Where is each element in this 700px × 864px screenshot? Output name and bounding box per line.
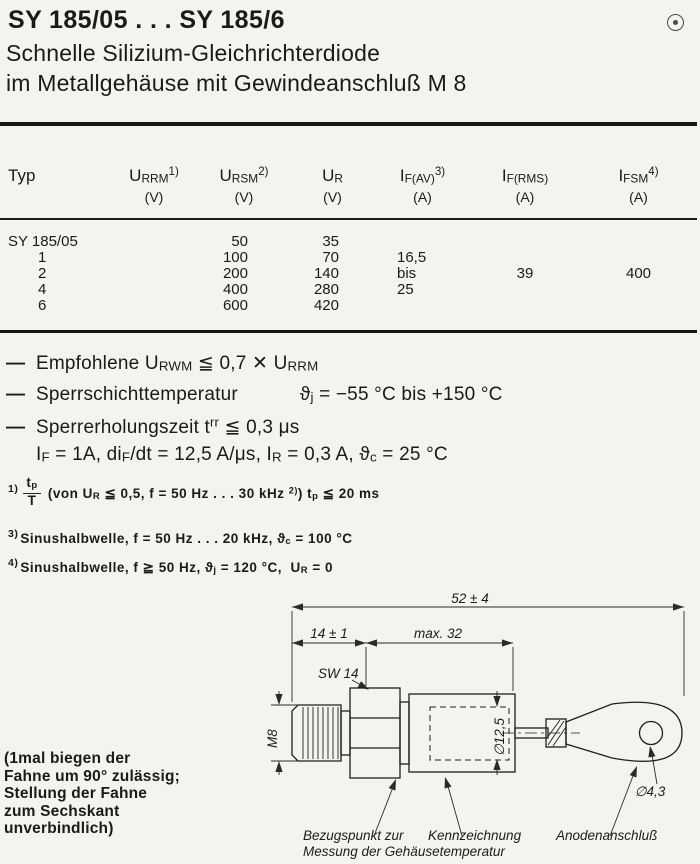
note-recovery-conditions bbox=[6, 444, 448, 466]
cell-ifsm bbox=[580, 219, 697, 250]
label-m8: M8 bbox=[265, 729, 280, 748]
dash-bullet: — bbox=[6, 384, 26, 405]
label-sw14: SW 14 bbox=[318, 666, 359, 681]
cell-ur: 140 bbox=[313, 265, 339, 282]
caption-anode-terminal: Anodenanschluß bbox=[556, 828, 658, 843]
diode-body-outline bbox=[292, 688, 682, 778]
cell-urrm bbox=[110, 298, 198, 332]
cell-ursm: 100 bbox=[222, 249, 248, 266]
cell-ifav: 16,5 bbox=[397, 249, 427, 266]
unit-cell: (A) bbox=[470, 186, 580, 219]
subtitle-line-2: im Metallgehäuse mit Gewindeanschluß M 8 bbox=[6, 70, 467, 96]
col-header-ifsm: $I_{FSM}^{4)}$ bbox=[618, 166, 659, 186]
cell-ifrms bbox=[470, 219, 580, 250]
table-row bbox=[0, 266, 697, 282]
dash-bullet: — bbox=[6, 417, 26, 439]
cell-ifrms bbox=[470, 298, 580, 332]
ratings-table bbox=[0, 150, 697, 333]
dim-label-max32: max. 32 bbox=[413, 626, 463, 641]
fraction-tp-T bbox=[23, 476, 40, 508]
col-header-typ: Typ bbox=[8, 166, 36, 185]
footnote-4-marker: 4) bbox=[8, 557, 19, 569]
cell-ifav: bis bbox=[397, 265, 417, 282]
divider-thick-top bbox=[0, 122, 697, 126]
stud-neck bbox=[341, 711, 350, 755]
table-header-row bbox=[0, 150, 697, 186]
footnote-1 bbox=[8, 476, 379, 508]
caption-marking: Kennzeichnung bbox=[428, 828, 522, 843]
footnote-3-text: Sinushalbwelle, f = 50 Hz . . . 20 kHz, $ϑ_c = 100$ °C bbox=[20, 530, 353, 547]
cell-typ: 2 bbox=[38, 265, 47, 282]
footnote-3 bbox=[8, 528, 352, 547]
table-row bbox=[0, 282, 697, 298]
cell-ur: 35 bbox=[322, 233, 339, 250]
col-header-ur: $U_R$ bbox=[322, 166, 343, 186]
col-header-ursm: $U_{RSM}^{2)}$ bbox=[219, 166, 269, 186]
cell-typ: 4 bbox=[38, 281, 47, 298]
label-dia-4-3: ∅4,3 bbox=[634, 784, 666, 799]
dash-bullet: — bbox=[6, 353, 26, 374]
note-recovery-conditions-text: $I_F = 1A$, $di_F/dt = 12,5$ A/μs, $I_R = 0,3$ A, $ϑ_c = 25$ °C bbox=[36, 444, 448, 465]
circle-dot-logo-icon bbox=[667, 14, 684, 31]
cell-ifsm bbox=[580, 298, 697, 332]
footnote-4-text: Sinushalbwelle, f ≧ 50 Hz, $ϑ_j = 120$ °C, $U_R = 0$ bbox=[20, 559, 333, 576]
anode-tab bbox=[566, 702, 682, 761]
cell-ursm: 50 bbox=[231, 233, 248, 250]
footnote-3-marker: 3) bbox=[8, 528, 19, 540]
tab-hole bbox=[640, 722, 663, 745]
bend-note bbox=[4, 750, 180, 838]
table-row bbox=[0, 219, 697, 250]
cell-typ: 1 bbox=[38, 249, 47, 266]
col-header-ifav: $I_{F(AV)}^{3)}$ bbox=[399, 166, 446, 186]
label-dia-12-5: ∅12,5 bbox=[492, 717, 507, 756]
cell-ifav bbox=[375, 298, 470, 332]
cell-ifav bbox=[375, 219, 470, 250]
table-row bbox=[0, 250, 697, 266]
cell-ursm: 400 bbox=[222, 281, 248, 298]
col-header-ifrms: $I_{F(RMS)}$ bbox=[501, 166, 549, 186]
cell-urrm bbox=[110, 219, 198, 250]
bend-note-line: Fahne um 90° zulässig; bbox=[4, 767, 180, 785]
footnote-4 bbox=[8, 557, 333, 576]
cell-ifsm bbox=[580, 282, 697, 298]
cell-ur: 280 bbox=[313, 281, 339, 298]
table-unit-row bbox=[0, 186, 697, 219]
unit-cell: (V) bbox=[110, 186, 198, 219]
unit-cell: (A) bbox=[375, 186, 470, 219]
caption-reference-point-line2: Messung der Gehäusetemperatur bbox=[303, 844, 505, 859]
footnote-1-text: (von $U_R$ ≦ 0,5, f = 50 Hz . . . 30 kHz $^{2)}$) $t_p$ ≦ 20 ms bbox=[43, 484, 380, 502]
bend-note-line: Stellung der Fahne bbox=[4, 785, 148, 802]
page-title: SY 185/05 . . . SY 185/6 bbox=[8, 6, 285, 34]
cell-typ: SY 185/05 bbox=[8, 233, 78, 250]
thread-lines bbox=[303, 707, 338, 759]
unit-cell: (V) bbox=[290, 186, 375, 219]
cell-ifsm bbox=[580, 250, 697, 266]
unit-cell: (V) bbox=[198, 186, 290, 219]
unit-cell bbox=[0, 186, 110, 219]
note-junction-temp bbox=[6, 384, 503, 406]
note-urwm-text: Empfohlene $U_{RWM}$ ≦ 0,7 ✕ $U_{RRM}$ bbox=[36, 353, 319, 374]
footnote-1-marker: 1) bbox=[8, 482, 19, 495]
cell-urrm bbox=[110, 282, 198, 298]
note-junction-temp-label: Sperrschichttemperatur bbox=[36, 384, 238, 405]
dim-label-52: 52 ± 4 bbox=[451, 591, 489, 606]
note-urwm bbox=[6, 352, 318, 375]
bend-note-line: unverbindlich) bbox=[4, 820, 114, 837]
fraction-numerator: $t_p$ bbox=[23, 476, 40, 494]
threaded-stud bbox=[292, 705, 341, 761]
cell-ifav: 25 bbox=[397, 281, 414, 298]
cell-urrm bbox=[110, 266, 198, 282]
cell-ursm: 600 bbox=[198, 298, 290, 332]
cell-ursm: 200 bbox=[222, 265, 248, 282]
cell-ifrms: 39 bbox=[516, 265, 534, 282]
cell-ifsm: 400 bbox=[625, 265, 652, 282]
subtitle-line-1: Schnelle Silizium-Gleichrichterdiode bbox=[6, 40, 381, 66]
cell-urrm bbox=[110, 250, 198, 266]
cell-ifrms bbox=[470, 282, 580, 298]
note-recovery-time-text: Sperrerholungszeit $t^{rr}$ ≦ 0,3 μs bbox=[36, 415, 300, 439]
note-junction-temp-formula: $ϑ_j = -55$ °C bis +150 °C bbox=[299, 384, 503, 405]
col-header-urrm: $U_{RRM}^{1)}$ bbox=[129, 166, 179, 186]
cell-typ: 6 bbox=[0, 298, 110, 332]
table-row bbox=[0, 298, 697, 332]
note-recovery-time bbox=[6, 415, 299, 439]
caption-reference-point-line1: Bezugspunkt zur bbox=[303, 828, 404, 843]
bend-note-line: (1mal biegen der bbox=[4, 750, 131, 767]
hex-nut bbox=[350, 688, 400, 778]
bend-note-line: zum Sechskant bbox=[4, 802, 120, 820]
unit-cell: (A) bbox=[580, 186, 697, 219]
cell-ur: 70 bbox=[322, 249, 339, 266]
cell-ifrms bbox=[470, 250, 580, 266]
fraction-denominator: T bbox=[27, 492, 37, 508]
cell-ur: 420 bbox=[290, 298, 375, 332]
dim-label-14: 14 ± 1 bbox=[310, 626, 348, 641]
body-ring bbox=[400, 702, 409, 764]
